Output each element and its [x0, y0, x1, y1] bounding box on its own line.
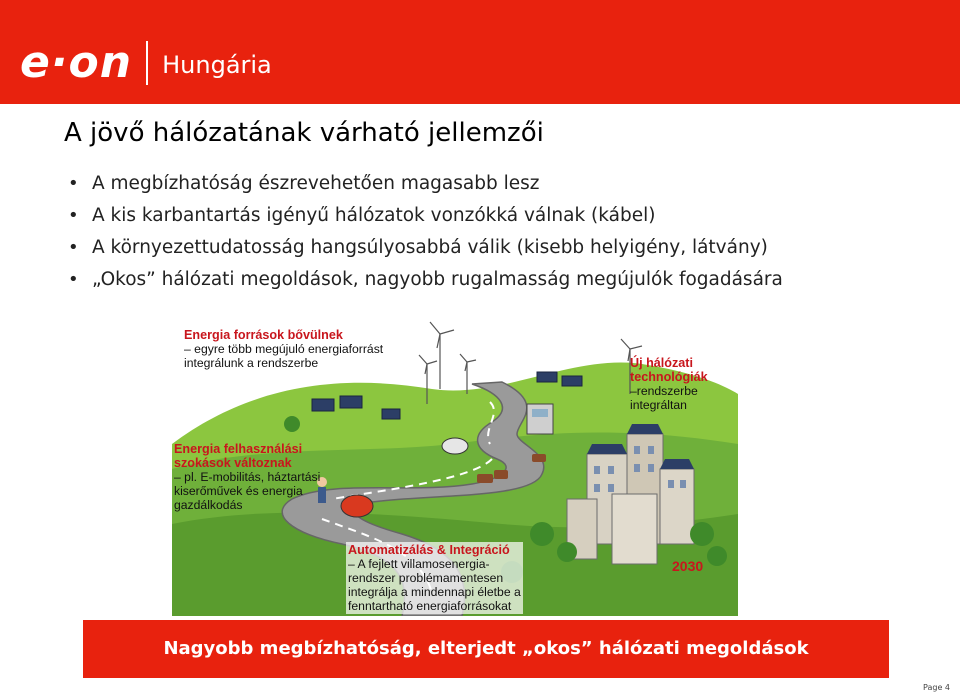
annotation-title: Automatizálás & Integráció: [348, 543, 510, 557]
annotation-text: integrálja a mindennapi életbe a: [348, 585, 521, 599]
bullet-list: [66, 168, 783, 296]
year-label: 2030: [672, 558, 704, 574]
annotation-text: –rendszerbe: [630, 384, 698, 398]
bullet-item: • „Okos” hálózati megoldások, nagyobb rugalmasság megújulók fogadására: [66, 264, 783, 296]
annotation-text: integrálunk a rendszerbe: [184, 356, 319, 370]
annotation-text: – pl. E-mobilitás, háztartási: [174, 470, 321, 484]
page-number: Page 4: [923, 683, 950, 692]
smart-grid-illustration: [172, 294, 738, 616]
annotation-usage-habits: [174, 442, 320, 512]
annotation-energy-sources: [184, 328, 383, 370]
annotation-new-technologies: [630, 356, 708, 412]
annotation-text: integráltan: [630, 398, 687, 412]
eon-logo: [20, 38, 272, 88]
annotation-text: rendszer problémamentesen: [348, 571, 504, 585]
summary-banner: Nagyobb megbízhatóság, elterjedt „okos” hálózati megoldások: [83, 620, 889, 678]
logo-separator: [146, 41, 148, 85]
logo-brand: e·on: [20, 37, 133, 88]
logo-country: Hungária: [162, 51, 272, 79]
bullet-item: • A megbízhatóság észrevehetően magasabb lesz: [66, 168, 783, 200]
annotation-title: Energia források bővülnek: [184, 328, 343, 342]
annotation-automation: [346, 542, 523, 614]
annotation-title: technológiák: [630, 370, 708, 384]
annotation-title: Új hálózati: [630, 356, 693, 370]
annotation-text: gazdálkodás: [174, 498, 243, 512]
annotation-title: Energia felhasználási: [174, 442, 303, 456]
bullet-item: • A kis karbantartás igényű hálózatok vonzókká válnak (kábel): [66, 200, 783, 232]
bullet-item: • A környezettudatosság hangsúlyosabbá válik (kisebb helyigény, látvány): [66, 232, 783, 264]
slide-title: A jövő hálózatának várható jellemzői: [64, 118, 544, 148]
annotation-text: – egyre több megújuló energiaforrást: [184, 342, 384, 356]
annotation-text: kiserőművek és energia: [174, 484, 303, 498]
header-bar: [0, 0, 960, 104]
annotation-text: fenntartható energiaforrásokat: [348, 599, 512, 613]
annotation-title: szokások változnak: [174, 456, 292, 470]
annotation-text: – A fejlett villamosenergia-: [348, 557, 490, 571]
